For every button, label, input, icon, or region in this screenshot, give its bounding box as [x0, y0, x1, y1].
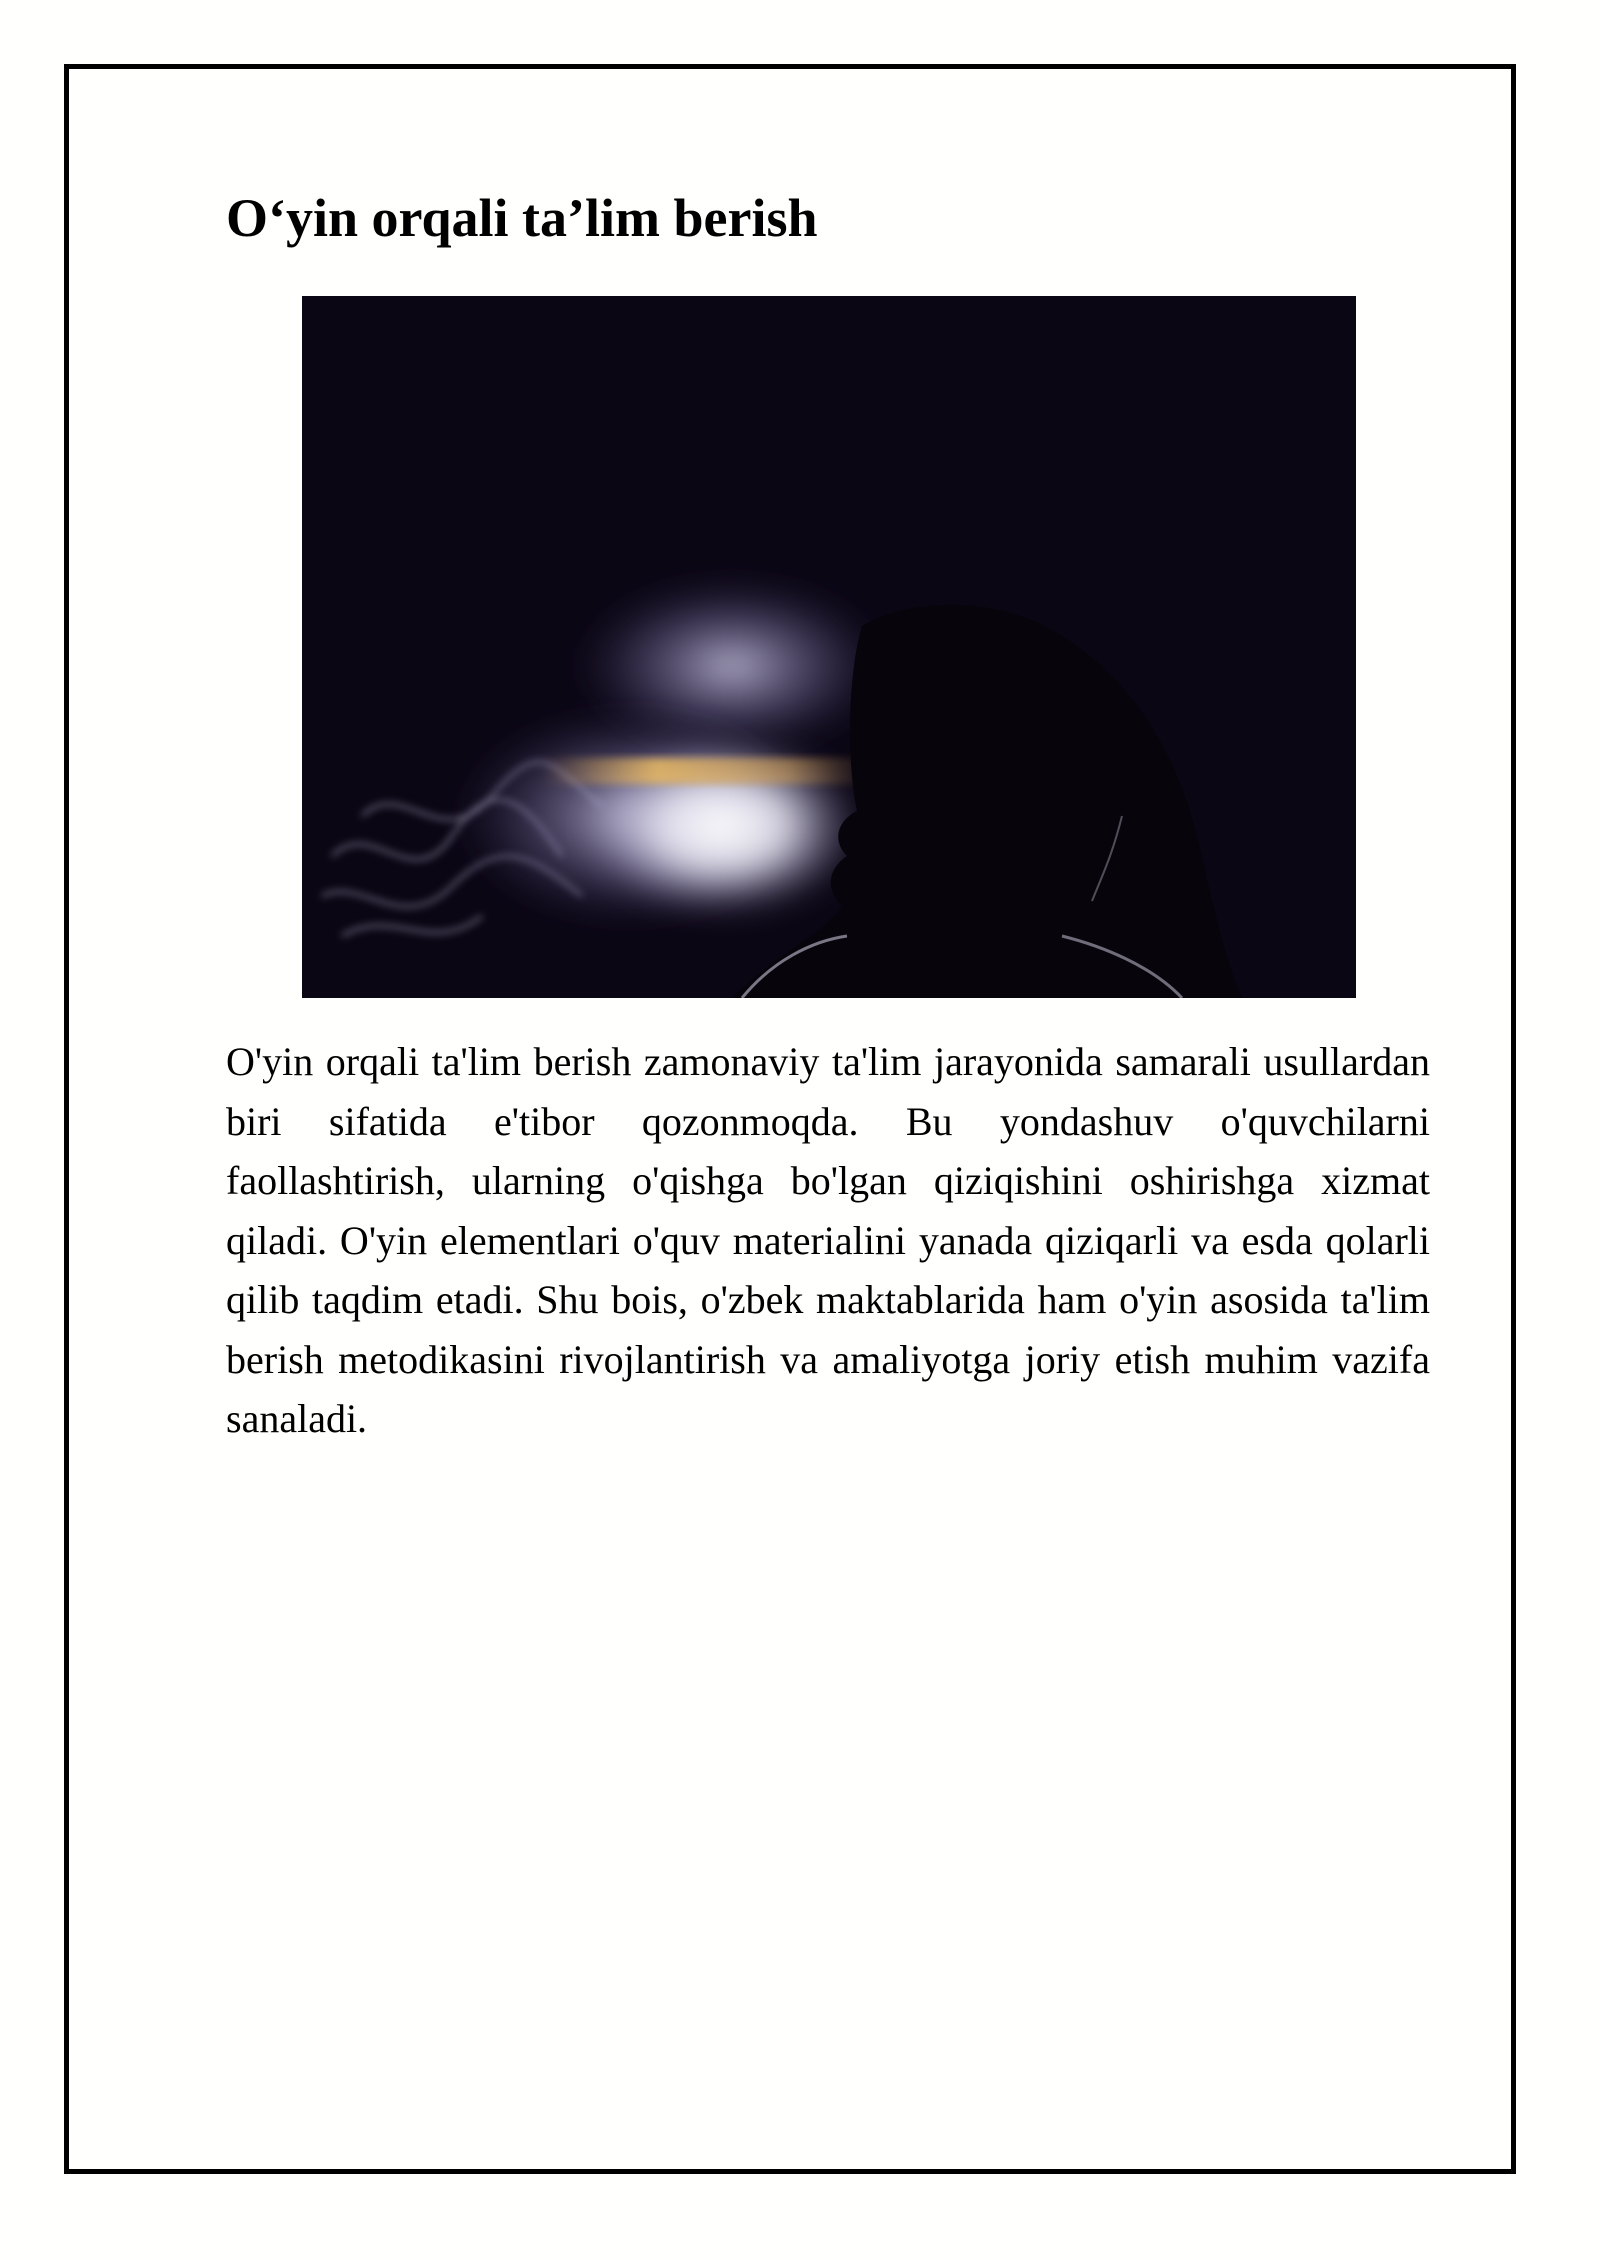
body-paragraph: O'yin orqali ta'lim berish zamonaviy ta'lim jarayonida samarali usullardan biri sifatida e'tibor qozonmoqda. Bu yondashuv o'quvchilarni faollashtirish, ularning o'qishga bo'lgan qiziqishini oshirishga xizmat qiladi. O'yin elementlari o'quv materialini yanada qiziqarli va esda qolarli qilib taqdim etadi. Shu bois, o'zbek maktablarida ham o'yin asosida ta'lim berish metodikasini rivojlantirish va amaliyotga joriy etish muhim vazifa sanaladi. — [226, 1039, 1430, 1441]
smoke-silhouette-photo — [302, 296, 1356, 998]
page-title: O‘yin orqali ta’lim berish — [226, 188, 818, 248]
